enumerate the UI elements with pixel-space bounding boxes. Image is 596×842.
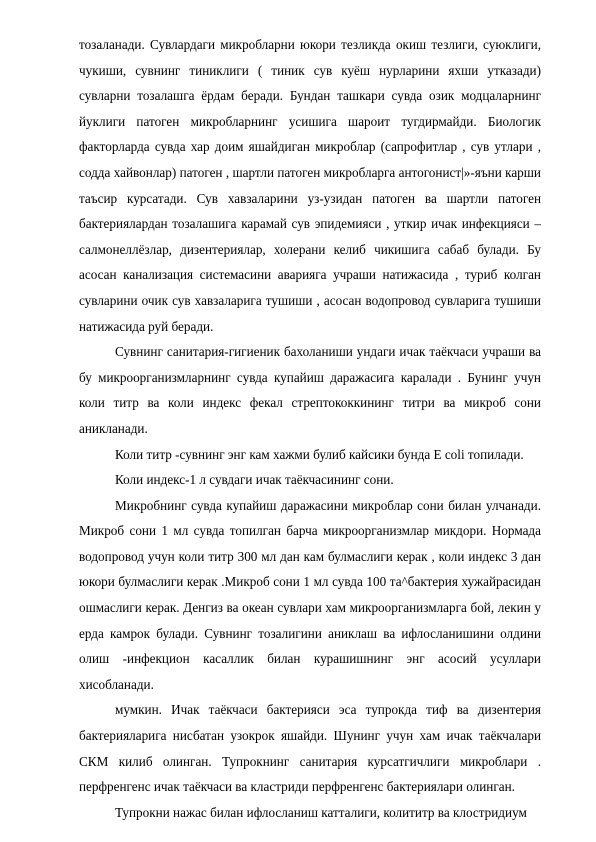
- paragraph-microbial-count-norms: Микробнинг сувда купайиш даражасини микроблар сони билан улчанади. Микроб сони 1 мл сувда топилган барча микроорганизмлар микдори. Нормада водопровод учун коли титр 300 мл дан кам булмаслиги керак , коли индекс 3 дан юкори булмаслиги керак .Микроб сони 1 мл сувда 100 та^бактерия хужайрасидан ошмаслиги керак. Денгиз ва океан сувлари хам микроорганизмларга бой, лекин у ерда камрок булади. Сувнинг тозалигини аниклаш ва ифлосланишини олдини олиш -инфекцион касаллик билан курашишнинг энг асосий усуллари хисобланади.: [79, 497, 541, 692]
- paragraph-sanitary-assessment: Сувнинг санитария-гигиеник бахоланиши ундаги ичак таёкчаси учраши ва бу микроорганизмларнинг сувда купайиш даражасига каралади . Бунинг учун коли титр ва коли индекс фекал стрептококкининг титри ва микроб сони аникланади.: [79, 344, 541, 436]
- document-page: [79, 32, 541, 825]
- paragraph-soil-contamination: Тупрокни нажас билан ифлосланиш катталиги, колититр ва клостридиум: [115, 804, 527, 820]
- paragraph-soil-indicator-microbes: мумкин. Ичак таёкчаси бактерияси эса тупрокда тиф ва дизентерия бактерияларига нисбатан узокрок яшайди. Шунинг учун хам ичак таёкчалари СКМ килиб олинган. Тупрокнинг санитария курсатгичлиги микроблари . перфренгенс ичак таёкчаси ва кластриди перфренгенс бактериялари олинган.: [79, 702, 541, 795]
- paragraph-coli-titer-definition: Коли титр -сувнинг энг кам хажми булиб кайсики бунда E coli топилади.: [115, 446, 524, 462]
- paragraph-water-self-purification: тозаланади. Сувлардаги микробларни юкори тезликда окиш тезлиги, суюклиги, чукиши, сувнинг тиниклиги ( тиник сув куёш нурларини яхши утказади) сувларни тозалашга ёрдам беради. Бундан ташкари сувда озик модцаларнинг йуклиги патоген микробларнинг усишига шароит тугдирмайди. Биологик факторларда сувда хар доим яшайдиган микроблар (сапрофитлар , сув утлари , содда хайвонлар) патоген , шартли патоген микробларга антогонист|»-яъни карши таъсир курсатади. Сув хавзаларини уз-узидан патоген ва шартли патоген бактериялардан тозалашига карамай сув эпидемияси , уткир ичак инфекцияси – салмонеллёзлар, дизентериялар, холерани келиб чикишига сабаб булади. Бу асосан канализация системасини аварияга учраши натижасида , туриб колган сувларини очик сув хавзаларига тушиши , асосан водопровод сувларига тушиши натижасида руй беради.: [79, 37, 541, 334]
- paragraph-coli-index-definition: Коли индекс-1 л сувдаги ичак таёкчасининг сони.: [115, 472, 394, 488]
